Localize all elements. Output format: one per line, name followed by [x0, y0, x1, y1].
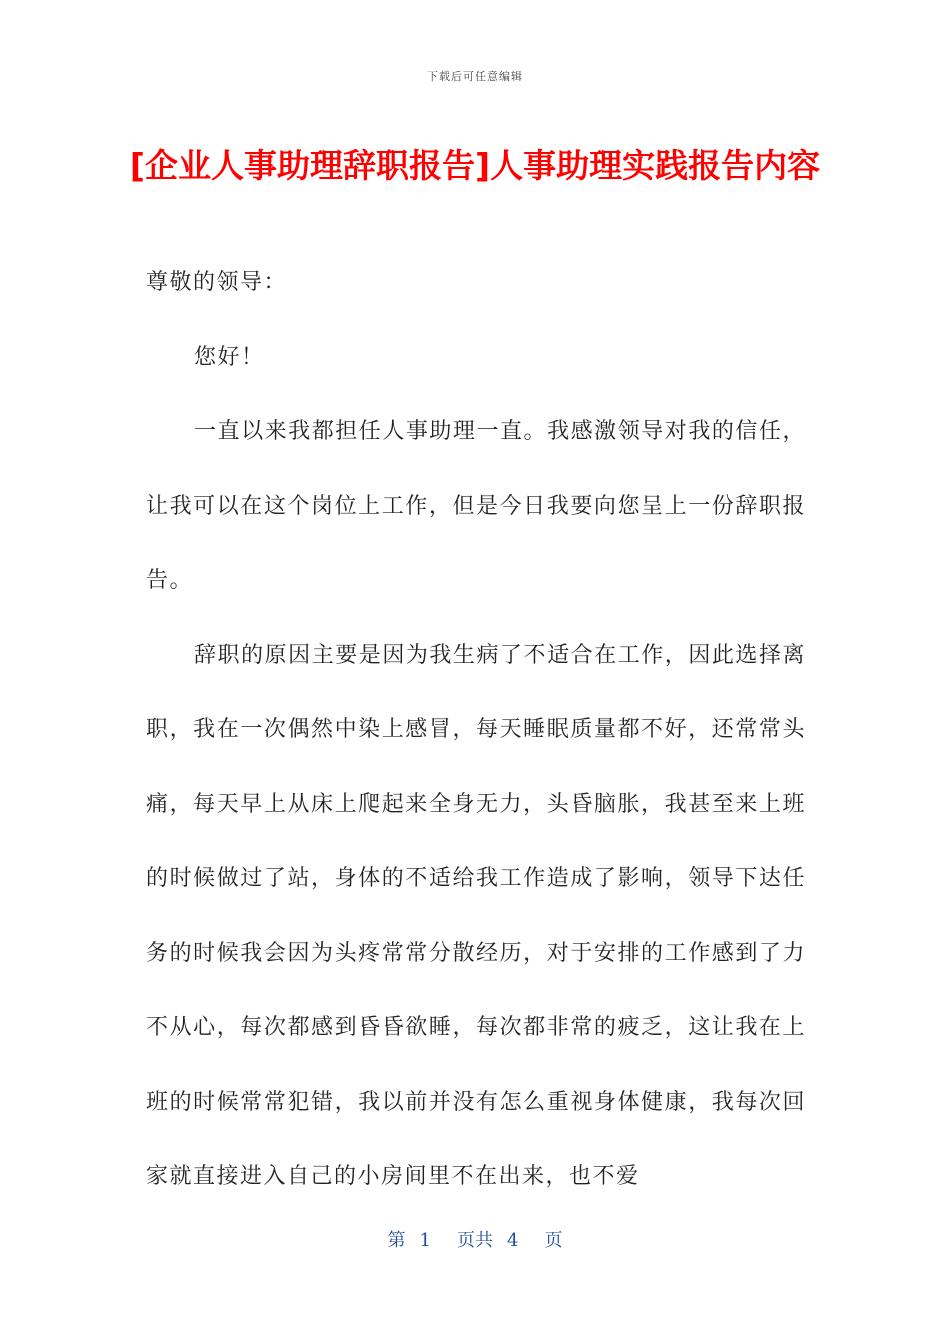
page-footer: [0, 1226, 950, 1252]
footer-total-pages: 4: [507, 1230, 519, 1251]
footer-label-page: 第: [387, 1230, 406, 1251]
paragraph: 辞职的原因主要是因为我生病了不适合在工作，因此选择离职，我在一次偶然中染上感冒，每天睡眠质量都不好，还常常头痛，每天早上从床上爬起来全身无力，头昏脑胀，我甚至来上班的时候做过了站，身体的不适给我工作造成了影响，领导下达任务的时候我会因为头疼常常分散经历，对于安排的工作感到了力不从心，每次都感到昏昏欲睡，每次都非常的疲乏，这让我在上班的时候常常犯错，我以前并没有怎么重视身体健康，我每次回家就直接进入自己的小房间里不在出来，也不爱: [146, 642, 806, 1189]
greeting: 您好！: [194, 344, 265, 370]
document-title: [企业人事助理辞职报告]人事助理实践报告内容: [129, 146, 821, 185]
footer-label-end: 页: [544, 1230, 563, 1251]
document-body: [146, 246, 806, 1215]
footer-label-of: 页共: [457, 1230, 493, 1251]
page-header-note: 下载后可任意编辑: [427, 70, 523, 83]
paragraph: 一直以来我都担任人事助理一直。我感激领导对我的信任，让我可以在这个岗位上工作，但是今日我要向您呈上一份辞职报告。: [146, 419, 806, 593]
footer-current-page: 1: [419, 1230, 431, 1251]
salutation: 尊敬的领导：: [146, 270, 288, 295]
